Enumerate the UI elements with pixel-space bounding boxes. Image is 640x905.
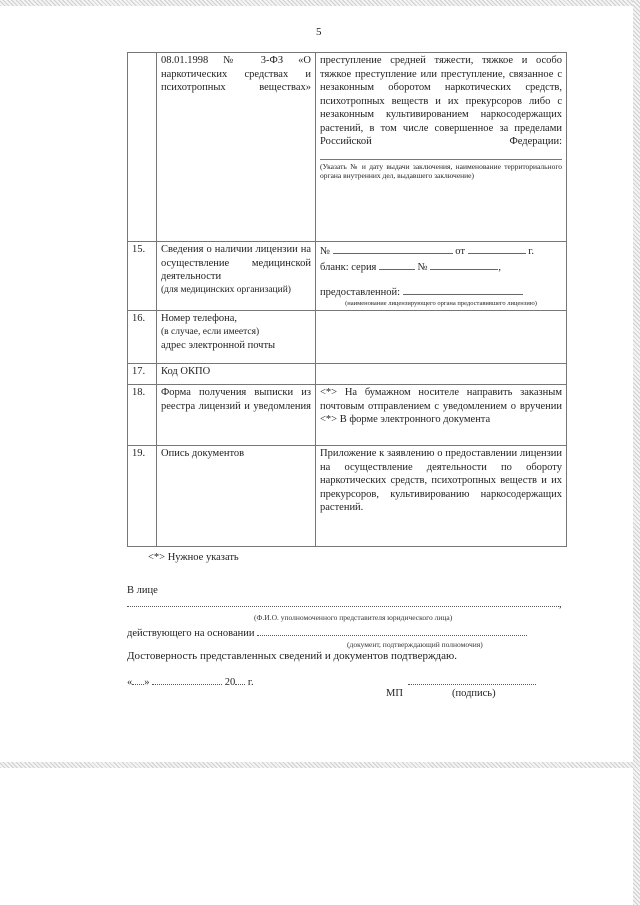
blank-series-label: бланк: серия — [320, 261, 377, 273]
acting-line — [127, 625, 527, 639]
entry-line — [320, 157, 562, 160]
provided-caption: (наименование лицензирующего органа предоставившего лицензию) — [345, 299, 537, 307]
table-row — [128, 242, 567, 311]
license-number-line — [320, 243, 562, 259]
acting-label: действующего на основании — [127, 628, 255, 639]
blank-series-line: бланк: серия № , — [320, 259, 562, 275]
row-number: 17. — [128, 364, 157, 385]
stamp-label: МП — [386, 688, 403, 699]
row-number: 16. — [128, 311, 157, 364]
blank-number-label: № — [417, 261, 428, 273]
scan-border-right — [633, 0, 640, 905]
month-field[interactable] — [152, 674, 222, 685]
number-label: № — [320, 246, 331, 257]
scan-border-bottom — [0, 762, 640, 768]
blank-number-field[interactable] — [430, 259, 498, 270]
law-reference-cell — [157, 53, 316, 242]
row-name: Номер телефона, — [161, 313, 238, 324]
table-row — [128, 364, 567, 385]
option-electronic[interactable]: <*> В форме электронного документа — [320, 414, 491, 425]
phone-email-field[interactable] — [316, 311, 567, 364]
row-name: Код ОКПО — [157, 364, 316, 385]
row-name: Опись документов — [157, 446, 316, 547]
law-reference: 08.01.1998 № 3-ФЗ «О наркотических средствах и психотропных веществах» — [161, 55, 311, 93]
footnote: <*> Нужное указать — [148, 552, 239, 563]
date-line — [127, 674, 254, 688]
authority-document-field[interactable] — [257, 625, 527, 636]
license-info-cell — [316, 242, 567, 311]
row-number: 15. — [128, 242, 157, 311]
conviction-caption: (Указать № и дату выдачи заключения, наименование территориального органа внутренних дел, выдавшего заключение) — [320, 161, 562, 180]
representative-line: , — [127, 596, 562, 610]
blank-series-field[interactable] — [379, 259, 415, 270]
provided-by-field[interactable] — [403, 284, 523, 295]
row-name-cell — [157, 311, 316, 364]
row-name: Форма получения выписки из реестра лицензий и уведомления — [161, 387, 311, 412]
representative-name-field[interactable] — [127, 596, 559, 607]
table-row — [128, 53, 567, 242]
date-close-quote: » — [144, 677, 150, 688]
delivery-options-cell — [316, 385, 567, 446]
conviction-cell — [316, 53, 567, 242]
signature-field[interactable] — [408, 674, 536, 685]
signature-label: (подпись) — [452, 688, 496, 699]
signature-line — [408, 674, 536, 688]
year-suffix: г. — [247, 677, 254, 688]
license-date-field[interactable] — [468, 243, 526, 254]
table-row — [128, 446, 567, 547]
year-field[interactable] — [235, 674, 245, 685]
day-field[interactable] — [132, 674, 144, 685]
certify-statement: Достоверность представленных сведений и документов подтверждаю. — [127, 650, 457, 662]
row-number-cell — [128, 53, 157, 242]
scan-border-top — [0, 0, 640, 6]
inventory-text: Приложение к заявлению о предоставлении лицензии на осуществление деятельности по обороту наркотических средств, психотропных веществ и их прекурсоров, культивированию наркосодержащих растений. — [320, 448, 562, 513]
date-open-quote: « — [127, 677, 133, 688]
table-row — [128, 311, 567, 364]
year-label: г. — [528, 246, 534, 257]
in-person-label: В лице — [127, 585, 158, 596]
row-name-cell — [157, 385, 316, 446]
application-table — [127, 52, 567, 547]
okpo-field[interactable] — [316, 364, 567, 385]
row-name-note: (в случае, если имеется) — [161, 326, 260, 337]
license-number-field[interactable] — [333, 243, 453, 254]
inventory-cell — [316, 446, 567, 547]
from-label: от — [455, 246, 465, 257]
document-caption: (документ, подтверждающий полномочия) — [347, 640, 483, 649]
row-name: Сведения о наличии лицензии на осуществление медицинской деятельности — [161, 244, 311, 282]
representative-caption: (Ф.И.О. уполномоченного представителя юридического лица) — [254, 613, 453, 622]
provided-label: предоставленной: — [320, 287, 401, 298]
provided-line — [320, 284, 562, 300]
option-paper[interactable]: <*> На бумажном носителе направить заказным почтовым отправлением с уведомлением о вручении — [320, 387, 562, 412]
row-name-note: (для медицинских организаций) — [161, 284, 291, 295]
conviction-text: преступление средней тяжести, тяжкое и особо тяжкое преступление или преступление, связанное с незаконным оборотом наркотических средств, психотропных веществ и их прекурсоров либо с незаконным культивированием наркосодержащих растений, в том числе совершенное за пределами Российской Федерации: — [320, 55, 562, 147]
row-number: 18. — [128, 385, 157, 446]
row-name-extra: адрес электронной почты — [161, 340, 276, 351]
year-prefix: 20 — [224, 677, 236, 688]
row-number: 19. — [128, 446, 157, 547]
row-name-cell — [157, 242, 316, 311]
table-row — [128, 385, 567, 446]
page-number: 5 — [316, 26, 322, 38]
